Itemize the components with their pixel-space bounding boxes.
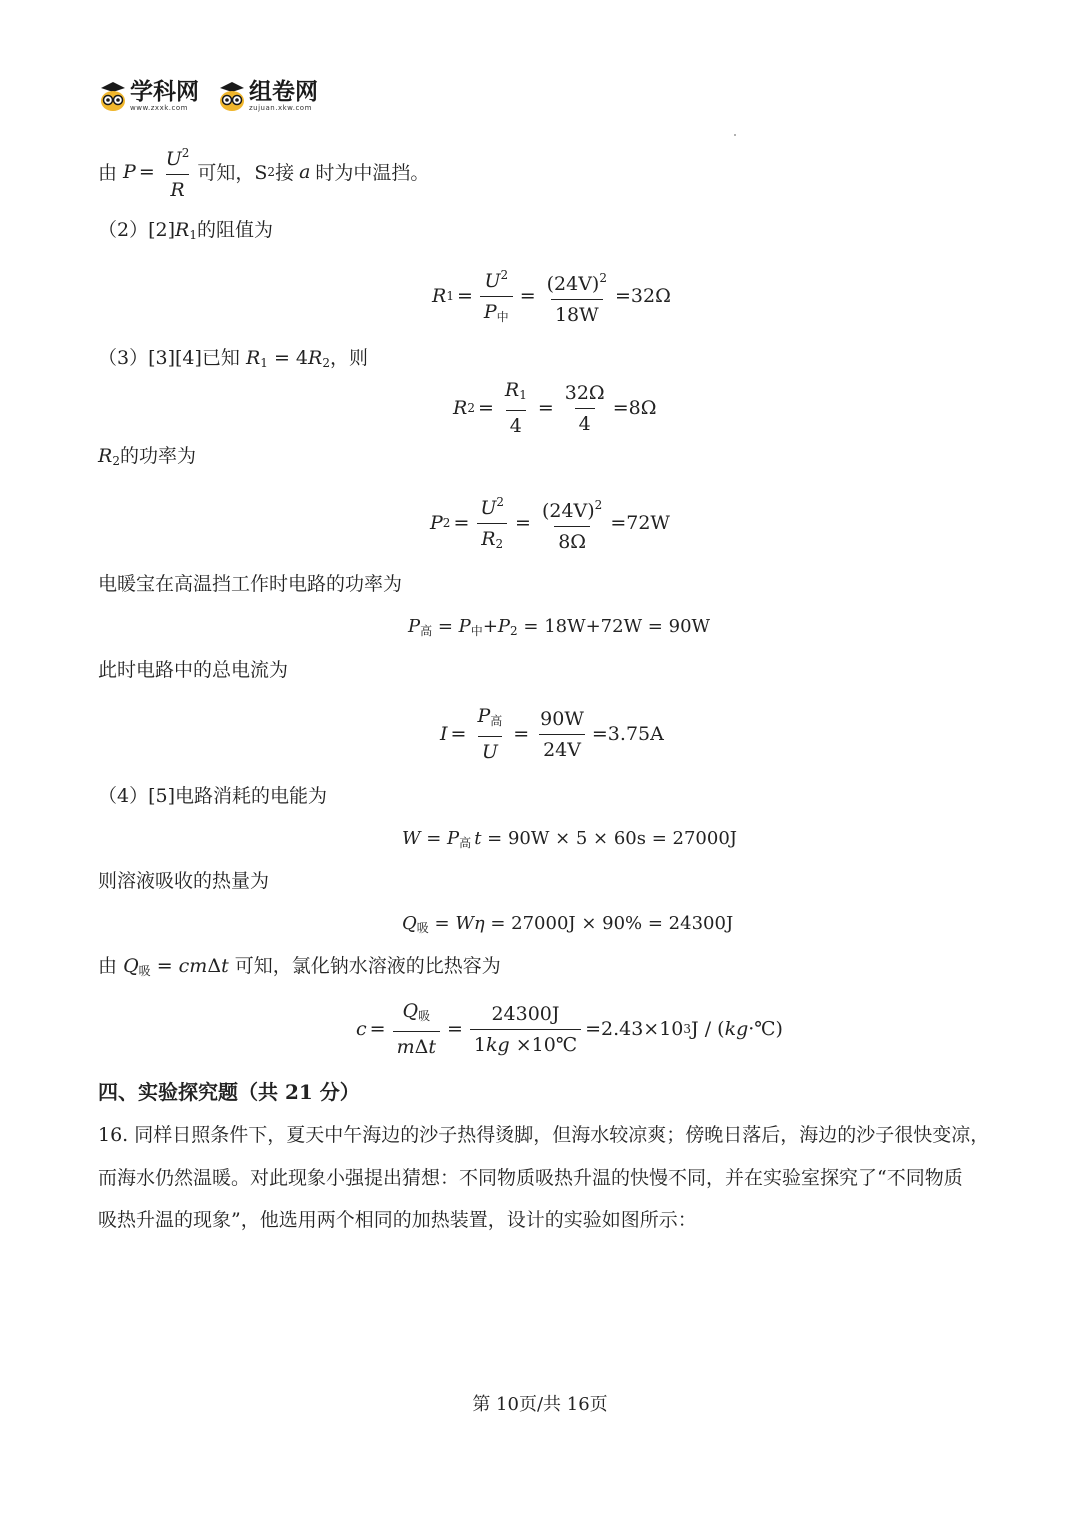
den: R — [481, 528, 496, 550]
num: 24300J — [491, 1002, 560, 1025]
page-number: 第 10页/共 16页 — [472, 1394, 608, 1415]
sub: 中 — [496, 310, 509, 324]
exp: 2 — [496, 495, 505, 509]
equation-current: I = $\frac{P_高}{U}$ = $\frac{90W}{24V}$ =3.75A — [440, 705, 664, 763]
text: 接 — [275, 162, 295, 184]
sub: 高 — [490, 714, 503, 728]
text: = 18W+72W = 90W — [517, 616, 711, 637]
fraction — [473, 703, 506, 765]
equation-p2: P 2 = $\frac{U^2}{R_2}$ = $\frac{(24V)^2}{8\Omega}$ =72W — [430, 489, 670, 557]
var-m: m — [396, 1036, 415, 1058]
line-part4: （4）[5]电路消耗的电能为 — [98, 785, 328, 807]
var-t: t — [221, 955, 229, 977]
line-high-power: 电暖宝在高温挡工作时电路的功率为 — [98, 573, 403, 595]
var-r: R — [175, 219, 190, 241]
scan-speck — [734, 134, 736, 136]
sub: 吸 — [138, 964, 151, 978]
text: 由 — [98, 955, 118, 977]
var-p: P — [497, 616, 511, 637]
equation-energy — [402, 825, 737, 857]
fraction — [501, 377, 531, 439]
sub: 2 — [467, 401, 475, 415]
fraction-u2-over-r — [162, 140, 194, 203]
brand-name-2: 组卷网 — [249, 79, 318, 105]
sub: 2 — [510, 624, 518, 638]
text: ，则 — [329, 347, 368, 369]
var-w: W — [455, 913, 474, 934]
var-r: R — [170, 179, 185, 201]
den: P — [483, 301, 497, 323]
var-a: a — [299, 160, 311, 183]
unit-kg: kg — [724, 1018, 749, 1040]
sub: 2 — [495, 537, 504, 551]
var-r: R — [308, 347, 323, 369]
brand-url-1: www.zxxk.com — [130, 104, 188, 112]
text: Δ — [207, 955, 222, 977]
var-p: P — [123, 160, 136, 183]
equation-c: c = $\frac{Q_吸}{\text{mΔt}}$ = $\frac{24300J}{1kg \times 10℃}$ =2.43×10 3 J / ( kg ·℃) — [356, 1000, 783, 1058]
line-heat-absorbed: 则溶液吸收的热量为 — [98, 870, 270, 892]
text: （2）[2] — [98, 219, 176, 241]
rhs: =8Ω — [612, 397, 657, 419]
text: 21 — [284, 1080, 313, 1104]
fraction — [480, 262, 513, 330]
text: = 27000J × 90% = 24300J — [484, 913, 734, 934]
num: U — [484, 270, 501, 292]
sub: 高 — [459, 836, 472, 850]
fraction — [536, 706, 588, 763]
zujuan-logo — [217, 80, 318, 112]
line-power-formula: 由 P = $\frac{U^2}{R}$ 可知，S 2 接 a 时为中温挡。 — [98, 140, 429, 203]
text: 分） — [312, 1080, 360, 1104]
num: R — [504, 379, 520, 401]
text: 时为中温挡。 — [315, 162, 430, 184]
num: P — [477, 705, 491, 727]
text: 1 — [473, 1033, 486, 1056]
text: = — [432, 616, 459, 637]
num: (24V) — [541, 499, 595, 522]
line-part3 — [98, 344, 368, 377]
brand-url-2: zujuan.xkw.com — [249, 104, 312, 112]
sub: 1 — [189, 228, 197, 242]
equation-r1: R 1 = $\frac{U^2}{P_中}$ = $\frac{(24V)^2}{18W}$ =32Ω — [432, 262, 671, 330]
sub: 中 — [470, 624, 483, 638]
zxxk-logo — [98, 80, 199, 112]
var-p: P — [458, 616, 471, 637]
fraction — [476, 489, 508, 557]
text: 四、实验探究题（共 — [98, 1080, 285, 1104]
lhs: P — [430, 512, 443, 534]
text: = 90W × 5 × 60s = 27000J — [481, 828, 737, 849]
var-p: P — [408, 616, 421, 637]
var-u: U — [165, 148, 182, 170]
lhs: c — [356, 1018, 367, 1040]
text: 的阻值为 — [196, 219, 273, 241]
var-q: Q — [402, 913, 417, 934]
text: = — [150, 955, 179, 977]
exp: 2 — [181, 146, 190, 160]
exp: 2 — [500, 268, 509, 282]
num: 32Ω — [564, 381, 605, 404]
lhs: I — [440, 723, 448, 745]
line-r2-power — [98, 442, 196, 475]
text: ·℃) — [748, 1018, 783, 1040]
sub: 吸 — [418, 1009, 431, 1023]
fraction — [543, 265, 611, 328]
fraction — [538, 492, 606, 555]
var-cm: cm — [178, 955, 208, 977]
line-part2 — [98, 216, 273, 249]
owl-mascot-icon — [98, 80, 128, 112]
num: 90W — [540, 707, 584, 730]
text: （3）[3][4]已知 — [98, 347, 240, 369]
header-logos — [98, 80, 318, 112]
exp: 2 — [599, 270, 607, 285]
text: ×10℃ — [509, 1033, 578, 1056]
rhs: =72W — [610, 512, 670, 534]
question16-line1: 16. 同样日照条件下，夏天中午海边的沙子热得烫脚，但海水较凉爽；傍晚日落后，海边的沙子很快变凉， — [98, 1124, 990, 1146]
var-t: t — [428, 1036, 436, 1058]
rhs: =2.43×10 — [585, 1018, 684, 1040]
den: U — [481, 741, 498, 763]
unit-kg: kg — [486, 1033, 510, 1056]
var-q: Q — [123, 955, 139, 977]
fraction — [470, 1001, 581, 1058]
var-r: R — [98, 445, 113, 467]
var-eta: η — [473, 913, 485, 934]
rhs: =3.75A — [591, 723, 664, 745]
lhs: R — [432, 285, 447, 307]
sub: 2 — [442, 516, 451, 530]
question16-line3: 吸热升温的现象”，他选用两个相同的加热装置，设计的实验如图所示： — [98, 1209, 697, 1231]
var-t: t — [474, 828, 482, 849]
text: J / ( — [691, 1018, 725, 1040]
den: 24V — [543, 738, 581, 761]
section-heading — [98, 1078, 360, 1106]
owl-mascot-icon — [217, 80, 247, 112]
var-r: R — [245, 347, 261, 369]
equation-heat — [402, 910, 733, 942]
den: 8Ω — [558, 530, 587, 553]
exp: 2 — [594, 497, 603, 512]
fraction — [393, 998, 440, 1060]
line-total-current: 此时电路中的总电流为 — [98, 659, 289, 681]
sub: 吸 — [416, 921, 429, 935]
rhs: =32Ω — [614, 285, 671, 307]
sub: 2 — [112, 454, 120, 468]
sub: 1 — [519, 388, 527, 402]
text: Δ — [414, 1036, 429, 1058]
text: 由 — [98, 162, 118, 184]
num: U — [480, 497, 497, 519]
sub: 1 — [260, 356, 268, 370]
exp: 3 — [683, 1022, 692, 1036]
equation-p-high — [408, 613, 710, 645]
var-w: W — [402, 828, 421, 849]
text: 可知，氯化钠水溶液的比热容为 — [228, 955, 501, 977]
sub: 高 — [420, 624, 433, 638]
lhs: R — [453, 397, 468, 419]
brand-name-1: 学科网 — [130, 79, 199, 105]
sub: 2 — [322, 356, 330, 370]
line-specific-heat — [98, 952, 501, 985]
text: 可知，S — [197, 162, 268, 184]
var-p: P — [447, 828, 460, 849]
text: = — [420, 828, 448, 849]
num: Q — [402, 1000, 419, 1022]
sub: 2 — [267, 164, 276, 179]
num: (24V) — [546, 272, 600, 295]
den: 18W — [554, 303, 599, 326]
text: = — [428, 913, 456, 934]
text: = 4 — [267, 347, 309, 369]
den: 4 — [578, 412, 591, 435]
question16-line2: 而海水仍然温暖。对此现象小强提出猜想：不同物质吸热升温的快慢不同，并在实验室探究了“不同物质 — [98, 1167, 963, 1189]
den: 4 — [509, 415, 522, 437]
sub: 1 — [446, 289, 454, 303]
text: 的功率为 — [119, 445, 196, 467]
equation-r2: R 2 = $\frac{R_1}{4}$ = $\frac{32\Omega}{4}$ =8Ω — [453, 379, 657, 437]
fraction — [561, 380, 609, 437]
text: + — [482, 616, 498, 637]
